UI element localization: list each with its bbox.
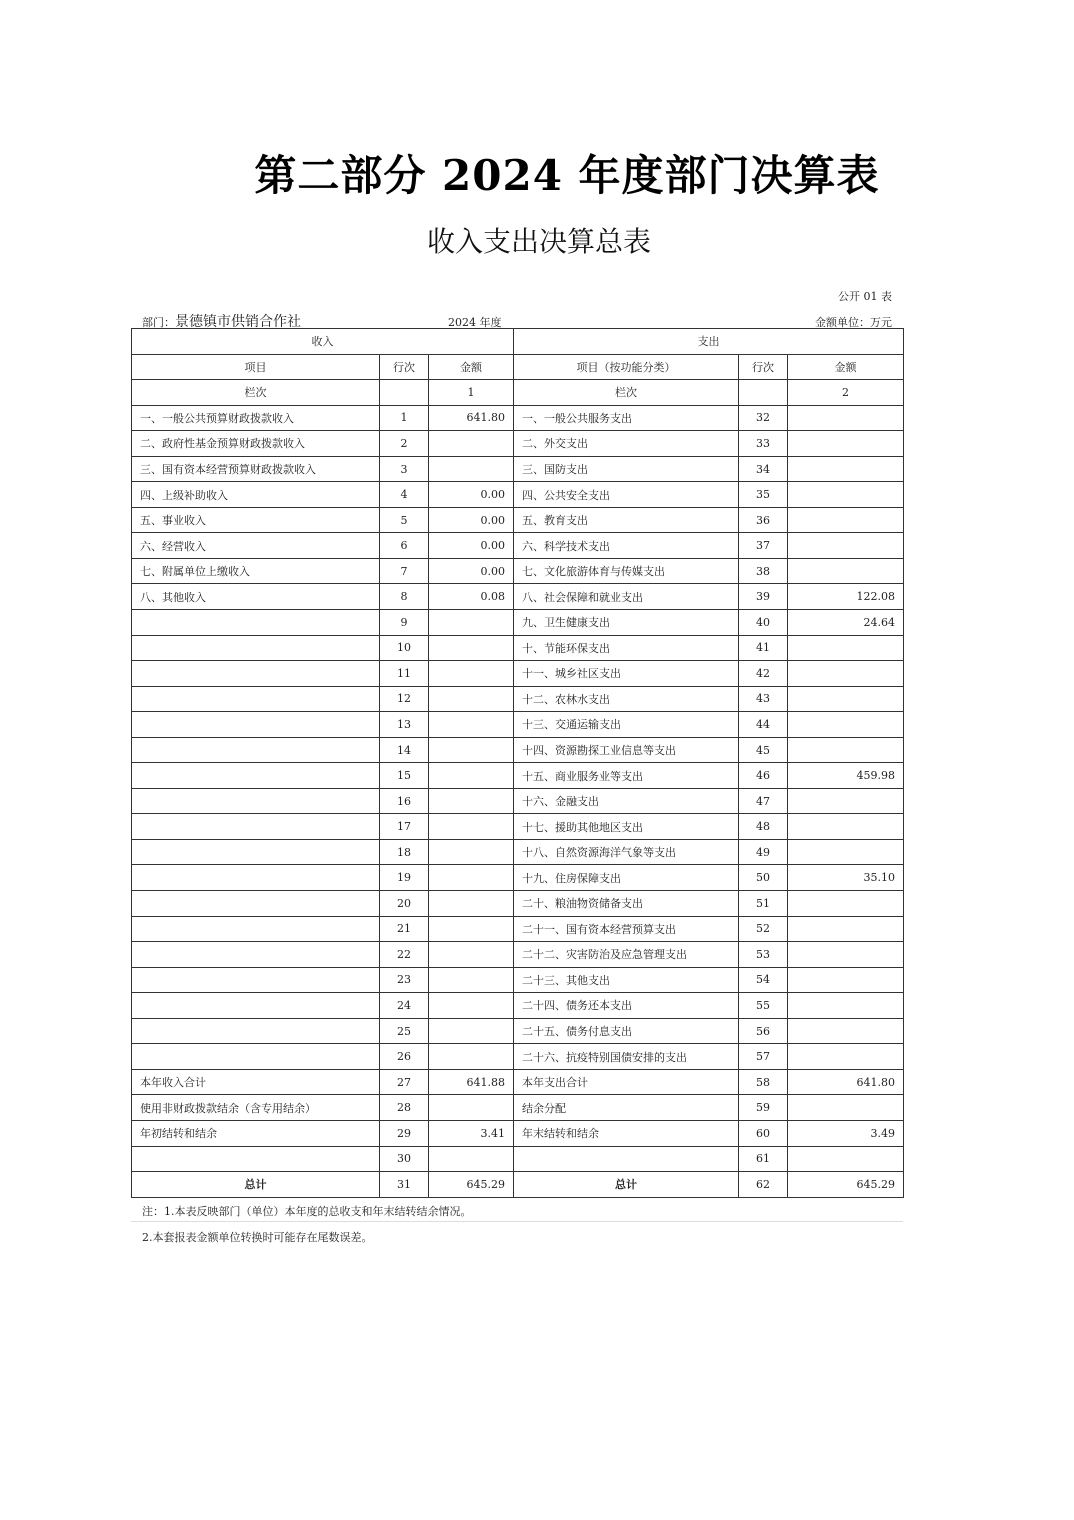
table-row — [132, 712, 904, 738]
expense-amount-cell — [788, 482, 904, 508]
table-row — [132, 967, 904, 993]
income-amount-cell — [429, 712, 514, 738]
expense-item-cell: 二十、粮油物资储备支出 — [514, 891, 739, 917]
income-line-cell: 16 — [380, 788, 429, 814]
expense-item-cell: 四、公共安全支出 — [514, 482, 739, 508]
expense-amount-cell — [788, 558, 904, 584]
income-item-cell — [132, 686, 380, 712]
income-amount-cell — [429, 891, 514, 917]
income-item-cell: 二、政府性基金预算财政拨款收入 — [132, 431, 380, 457]
table-row — [132, 1095, 904, 1121]
income-item-cell — [132, 993, 380, 1019]
table-row — [132, 1069, 904, 1095]
income-item-cell: 年初结转和结余 — [132, 1120, 380, 1146]
expense-amount-cell — [788, 737, 904, 763]
table-row — [132, 737, 904, 763]
expense-line-cell: 61 — [739, 1146, 788, 1172]
expense-item-cell: 六、科学技术支出 — [514, 533, 739, 559]
income-amount-cell — [429, 916, 514, 942]
income-line-cell: 7 — [380, 558, 429, 584]
expense-amount-cell: 3.49 — [788, 1120, 904, 1146]
income-amount-cell — [429, 993, 514, 1019]
expense-line-cell: 34 — [739, 456, 788, 482]
expense-amount-cell — [788, 891, 904, 917]
expense-col-index: 2 — [788, 380, 904, 406]
expense-amount-cell: 641.80 — [788, 1069, 904, 1095]
table-row — [132, 533, 904, 559]
income-line-cell: 21 — [380, 916, 429, 942]
income-item-cell: 使用非财政拨款结余（含专用结余） — [132, 1095, 380, 1121]
income-line-cell: 11 — [380, 661, 429, 687]
income-item-cell — [132, 763, 380, 789]
income-line-cell: 19 — [380, 865, 429, 891]
income-line-cell: 22 — [380, 942, 429, 968]
expense-line-cell: 40 — [739, 610, 788, 636]
expense-amount-cell — [788, 1146, 904, 1172]
expense-item-cell: 本年支出合计 — [514, 1069, 739, 1095]
table-row — [132, 661, 904, 687]
expense-line-cell: 41 — [739, 635, 788, 661]
income-item-cell — [132, 1146, 380, 1172]
expense-amount-cell — [788, 686, 904, 712]
income-amount-cell — [429, 456, 514, 482]
expense-line-cell: 45 — [739, 737, 788, 763]
table-row — [132, 942, 904, 968]
income-item-cell: 一、一般公共预算财政拨款收入 — [132, 405, 380, 431]
income-line-cell: 9 — [380, 610, 429, 636]
expense-item-cell: 五、教育支出 — [514, 507, 739, 533]
income-total-amount: 645.29 — [429, 1172, 514, 1198]
income-line-cell: 5 — [380, 507, 429, 533]
income-line-cell: 26 — [380, 1044, 429, 1070]
table-row — [132, 865, 904, 891]
expense-item-cell: 二十一、国有资本经营预算支出 — [514, 916, 739, 942]
income-amount-cell — [429, 839, 514, 865]
note-2: 2.本套报表金额单位转换时可能存在尾数误差。 — [142, 1231, 373, 1244]
expense-line-cell: 36 — [739, 507, 788, 533]
income-line-cell: 8 — [380, 584, 429, 610]
income-amount-cell — [429, 865, 514, 891]
income-item-cell — [132, 661, 380, 687]
expense-amount-cell — [788, 635, 904, 661]
expense-line-cell: 37 — [739, 533, 788, 559]
expense-line-cell: 47 — [739, 788, 788, 814]
expense-line-header: 行次 — [739, 354, 788, 380]
income-item-cell — [132, 916, 380, 942]
income-amount-cell: 641.80 — [429, 405, 514, 431]
income-line-cell: 15 — [380, 763, 429, 789]
expense-line-cell: 35 — [739, 482, 788, 508]
income-amount-cell — [429, 1044, 514, 1070]
table-row — [132, 916, 904, 942]
income-amount-cell: 0.08 — [429, 584, 514, 610]
expense-amount-cell: 24.64 — [788, 610, 904, 636]
expense-total-line: 62 — [739, 1172, 788, 1198]
income-amount-cell — [429, 942, 514, 968]
expense-amount-cell — [788, 712, 904, 738]
expense-amount-cell: 459.98 — [788, 763, 904, 789]
income-amount-cell — [429, 788, 514, 814]
table-row — [132, 1044, 904, 1070]
income-amount-cell — [429, 635, 514, 661]
expense-item-cell: 十三、交通运输支出 — [514, 712, 739, 738]
table-row — [132, 431, 904, 457]
income-item-cell: 本年收入合计 — [132, 1069, 380, 1095]
income-item-cell — [132, 788, 380, 814]
income-amount-cell — [429, 967, 514, 993]
expense-col-line-blank — [739, 380, 788, 406]
expense-amount-cell — [788, 993, 904, 1019]
income-item-cell: 七、附属单位上缴收入 — [132, 558, 380, 584]
income-line-cell: 13 — [380, 712, 429, 738]
expense-total-amount: 645.29 — [788, 1172, 904, 1198]
expense-amount-cell — [788, 967, 904, 993]
expense-amount-cell: 122.08 — [788, 584, 904, 610]
expense-item-cell: 十七、援助其他地区支出 — [514, 814, 739, 840]
income-amount-cell — [429, 610, 514, 636]
income-line-cell: 24 — [380, 993, 429, 1019]
expense-amount-cell — [788, 916, 904, 942]
income-amount-cell: 0.00 — [429, 482, 514, 508]
page-title: 第二部分 2024 年度部门决算表 — [254, 151, 880, 200]
column-index-row — [132, 380, 904, 406]
income-item-cell — [132, 635, 380, 661]
income-item-cell — [132, 1018, 380, 1044]
income-item-cell — [132, 814, 380, 840]
expense-item-cell: 结余分配 — [514, 1095, 739, 1121]
income-amount-cell: 641.88 — [429, 1069, 514, 1095]
income-line-cell: 30 — [380, 1146, 429, 1172]
income-amount-cell — [429, 814, 514, 840]
income-item-cell — [132, 712, 380, 738]
income-amount-header: 金额 — [429, 354, 514, 380]
table-row — [132, 1146, 904, 1172]
expense-item-cell: 八、社会保障和就业支出 — [514, 584, 739, 610]
amount-unit: 金额单位：万元 — [815, 316, 892, 329]
income-line-cell: 12 — [380, 686, 429, 712]
income-line-cell: 25 — [380, 1018, 429, 1044]
income-item-header: 项目 — [132, 354, 380, 380]
table-row — [132, 891, 904, 917]
expense-item-cell: 十、节能环保支出 — [514, 635, 739, 661]
income-line-header: 行次 — [380, 354, 429, 380]
income-line-cell: 18 — [380, 839, 429, 865]
income-amount-cell — [429, 737, 514, 763]
column-header-row — [132, 354, 904, 380]
income-line-cell: 3 — [380, 456, 429, 482]
expense-item-cell: 十五、商业服务业等支出 — [514, 763, 739, 789]
expense-item-cell: 十九、住房保障支出 — [514, 865, 739, 891]
income-total-label: 总计 — [132, 1172, 380, 1198]
expense-amount-cell — [788, 405, 904, 431]
table-row — [132, 584, 904, 610]
expense-line-cell: 32 — [739, 405, 788, 431]
income-amount-cell: 0.00 — [429, 533, 514, 559]
income-line-cell: 27 — [380, 1069, 429, 1095]
expense-line-cell: 57 — [739, 1044, 788, 1070]
expense-amount-cell — [788, 942, 904, 968]
table-title: 收入支出决算总表 — [426, 225, 651, 258]
table-row — [132, 635, 904, 661]
expense-line-cell: 50 — [739, 865, 788, 891]
expense-amount-cell — [788, 507, 904, 533]
expense-line-cell: 54 — [739, 967, 788, 993]
note-1: 注：1.本表反映部门（单位）本年度的总收支和年末结转结余情况。 — [142, 1205, 472, 1218]
income-amount-cell: 3.41 — [429, 1120, 514, 1146]
income-amount-cell: 0.00 — [429, 558, 514, 584]
expense-line-cell: 52 — [739, 916, 788, 942]
table-row — [132, 1018, 904, 1044]
income-item-cell — [132, 942, 380, 968]
expense-amount-cell — [788, 533, 904, 559]
income-col-line-blank — [380, 380, 429, 406]
expense-item-cell: 十二、农林水支出 — [514, 686, 739, 712]
expense-amount-cell — [788, 814, 904, 840]
expense-item-header: 项目（按功能分类） — [514, 354, 739, 380]
fiscal-year: 2024 年度 — [448, 316, 502, 329]
expense-amount-cell — [788, 661, 904, 687]
note-divider — [131, 1221, 903, 1222]
expense-line-cell: 33 — [739, 431, 788, 457]
income-item-cell — [132, 865, 380, 891]
expense-line-cell: 49 — [739, 839, 788, 865]
income-item-cell — [132, 891, 380, 917]
expense-item-cell: 一、一般公共服务支出 — [514, 405, 739, 431]
table-row — [132, 1120, 904, 1146]
expense-item-cell: 二十三、其他支出 — [514, 967, 739, 993]
income-item-cell: 四、上级补助收入 — [132, 482, 380, 508]
table-row — [132, 763, 904, 789]
table-row — [132, 814, 904, 840]
income-amount-cell — [429, 661, 514, 687]
department-label: 部门： — [142, 316, 175, 329]
table-row — [132, 993, 904, 1019]
table-row — [132, 507, 904, 533]
expense-line-cell: 48 — [739, 814, 788, 840]
department-name: 景德镇市供销合作社 — [175, 314, 301, 330]
income-col-index: 1 — [429, 380, 514, 406]
income-line-cell: 4 — [380, 482, 429, 508]
expense-item-cell: 二十二、灾害防治及应急管理支出 — [514, 942, 739, 968]
expense-item-cell: 九、卫生健康支出 — [514, 610, 739, 636]
income-item-cell — [132, 610, 380, 636]
expense-item-cell: 二十六、抗疫特别国债安排的支出 — [514, 1044, 739, 1070]
income-amount-cell — [429, 1018, 514, 1044]
expense-amount-cell: 35.10 — [788, 865, 904, 891]
expense-col-label: 栏次 — [514, 380, 739, 406]
expense-line-cell: 44 — [739, 712, 788, 738]
expense-amount-header: 金额 — [788, 354, 904, 380]
table-row — [132, 610, 904, 636]
income-item-cell — [132, 967, 380, 993]
income-amount-cell — [429, 1146, 514, 1172]
table-row — [132, 482, 904, 508]
income-col-label: 栏次 — [132, 380, 380, 406]
expense-line-cell: 58 — [739, 1069, 788, 1095]
income-item-cell: 三、国有资本经营预算财政拨款收入 — [132, 456, 380, 482]
income-item-cell: 八、其他收入 — [132, 584, 380, 610]
income-amount-cell — [429, 431, 514, 457]
income-amount-cell — [429, 1095, 514, 1121]
expense-amount-cell — [788, 1095, 904, 1121]
income-item-cell — [132, 737, 380, 763]
expense-amount-cell — [788, 788, 904, 814]
expense-item-cell: 年末结转和结余 — [514, 1120, 739, 1146]
expense-line-cell: 59 — [739, 1095, 788, 1121]
section-header-row — [132, 329, 904, 355]
income-line-cell: 10 — [380, 635, 429, 661]
expense-section-header: 支出 — [514, 329, 904, 355]
expense-item-cell: 七、文化旅游体育与传媒支出 — [514, 558, 739, 584]
expense-item-cell: 二、外交支出 — [514, 431, 739, 457]
income-amount-cell: 0.00 — [429, 507, 514, 533]
total-row — [132, 1172, 904, 1198]
income-line-cell: 14 — [380, 737, 429, 763]
expense-line-cell: 39 — [739, 584, 788, 610]
table-row — [132, 839, 904, 865]
income-section-header: 收入 — [132, 329, 514, 355]
expense-item-cell: 十四、资源勘探工业信息等支出 — [514, 737, 739, 763]
income-line-cell: 29 — [380, 1120, 429, 1146]
expense-line-cell: 43 — [739, 686, 788, 712]
income-line-cell: 23 — [380, 967, 429, 993]
expense-total-label: 总计 — [514, 1172, 739, 1198]
expense-amount-cell — [788, 1018, 904, 1044]
income-amount-cell — [429, 686, 514, 712]
expense-item-cell: 三、国防支出 — [514, 456, 739, 482]
expense-line-cell: 53 — [739, 942, 788, 968]
expense-item-cell: 二十五、债务付息支出 — [514, 1018, 739, 1044]
table-row — [132, 558, 904, 584]
income-item-cell: 六、经营收入 — [132, 533, 380, 559]
expense-line-cell: 42 — [739, 661, 788, 687]
income-item-cell — [132, 1044, 380, 1070]
table-meta — [142, 311, 892, 329]
table-row — [132, 456, 904, 482]
expense-item-cell — [514, 1146, 739, 1172]
expense-item-cell: 十六、金融支出 — [514, 788, 739, 814]
income-item-cell: 五、事业收入 — [132, 507, 380, 533]
expense-line-cell: 38 — [739, 558, 788, 584]
income-total-line: 31 — [380, 1172, 429, 1198]
income-line-cell: 6 — [380, 533, 429, 559]
income-line-cell: 17 — [380, 814, 429, 840]
expense-line-cell: 55 — [739, 993, 788, 1019]
expense-amount-cell — [788, 431, 904, 457]
income-expense-table — [131, 328, 904, 1198]
table-number: 公开 01 表 — [838, 290, 892, 303]
expense-amount-cell — [788, 839, 904, 865]
expense-amount-cell — [788, 456, 904, 482]
expense-line-cell: 51 — [739, 891, 788, 917]
expense-item-cell: 十一、城乡社区支出 — [514, 661, 739, 687]
income-item-cell — [132, 839, 380, 865]
expense-item-cell: 十八、自然资源海洋气象等支出 — [514, 839, 739, 865]
table-row — [132, 686, 904, 712]
income-amount-cell — [429, 763, 514, 789]
expense-line-cell: 60 — [739, 1120, 788, 1146]
expense-line-cell: 56 — [739, 1018, 788, 1044]
expense-item-cell: 二十四、债务还本支出 — [514, 993, 739, 1019]
income-line-cell: 28 — [380, 1095, 429, 1121]
expense-amount-cell — [788, 1044, 904, 1070]
income-line-cell: 20 — [380, 891, 429, 917]
expense-line-cell: 46 — [739, 763, 788, 789]
table-row — [132, 405, 904, 431]
table-row — [132, 788, 904, 814]
income-line-cell: 1 — [380, 405, 429, 431]
income-line-cell: 2 — [380, 431, 429, 457]
